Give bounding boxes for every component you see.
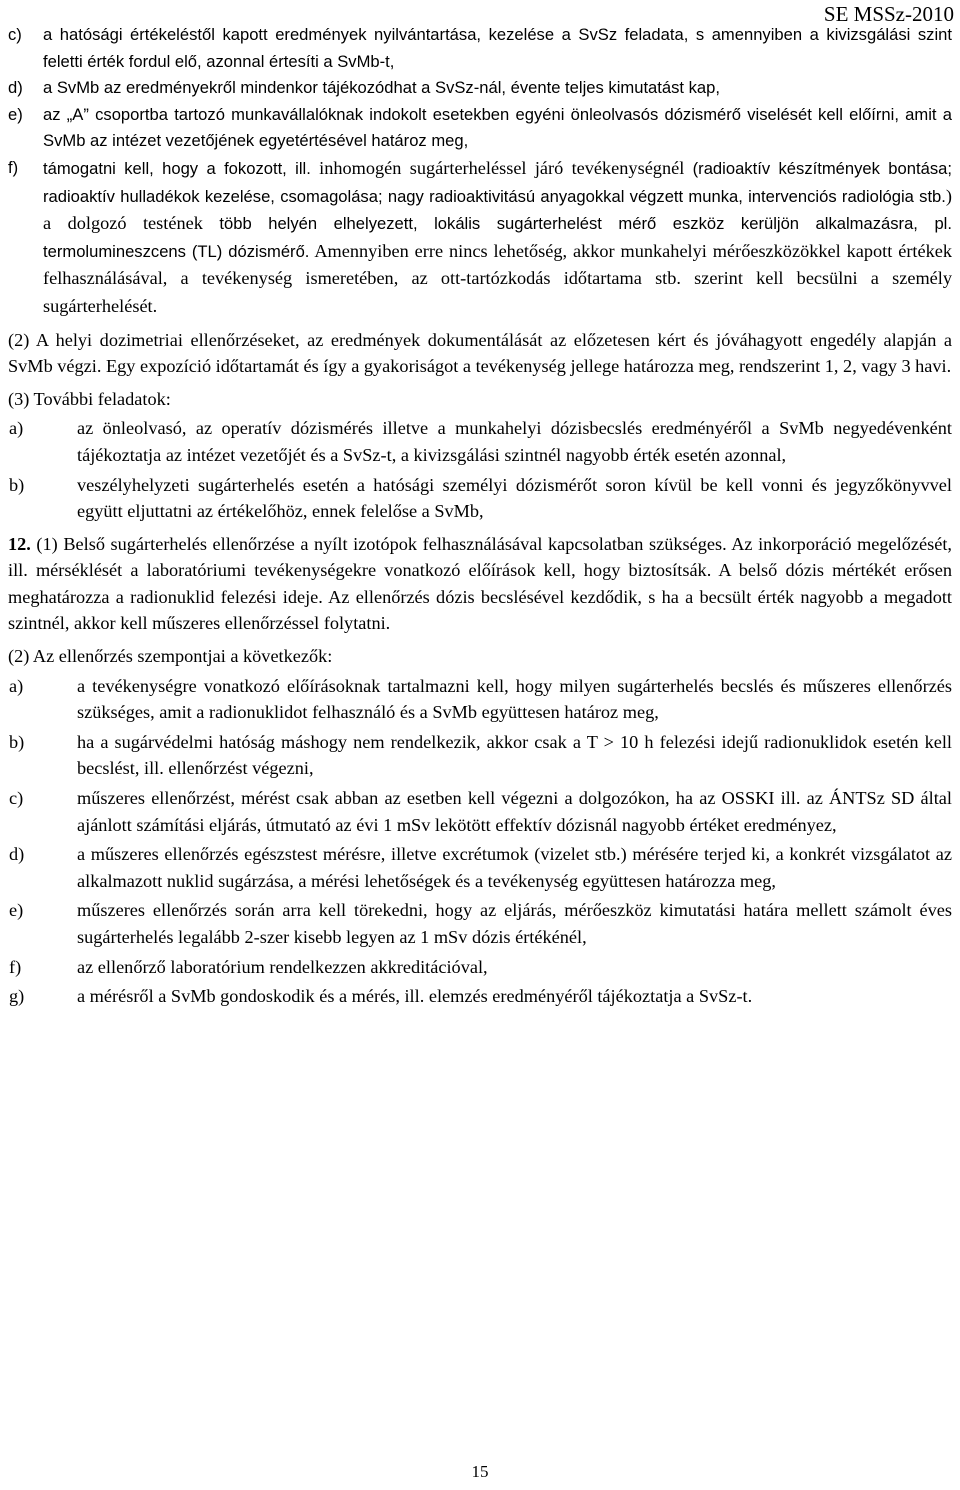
list-item [8,841,952,894]
list-item-label: f) [9,956,22,977]
list-item [8,983,952,1010]
list-item-label: a) [9,418,24,439]
list-item-text: az ellenőrző laboratórium rendelkezzen akkreditációval, [77,956,488,977]
list-item [8,155,952,321]
document-code: SE MSSz-2010 [823,2,954,26]
list-item-label: c) [9,788,24,809]
list-item-text: a műszeres ellenőrzés egészstest mérésre, illetve excrétumok (vizelet stb.) mérésére terjed ki, a konkrét vizsgálatot az alkalmazott nuklid sugárzása, a mérési lehetőségek és a tevékenység együttesen határozza meg, [77,844,952,891]
list-item-text: ha a sugárvédelmi hatóság máshogy nem rendelkezik, akkor csak a T > 10 h felezési idejű radionuklidok esetén kell becslést, ill. ellenőrzést végezni, [77,731,952,779]
text-segment: Amennyiben erre nincs lehetőség, akkor munkahelyi mérőeszközökkel kapott értékek felhasználásával, a tevékenység ismeretében, az ott-tartózkodás időtartama stb. szerint kell becsülni a személy sugárterhelését. [43,240,952,316]
list-item-label: e) [8,104,23,124]
list-item [8,785,952,838]
list-item [8,102,952,155]
list-item [8,22,952,75]
list-item [8,75,952,102]
paragraph-3-title: (3) További feladatok: [8,388,171,409]
list-item-text: a mérésről a SvMb gondoskodik és a mérés, ill. elemzés eredményéről tájékoztatja a SvSz-t. [77,986,753,1007]
list-item-label: d) [8,78,23,98]
list-item-label: g) [9,986,25,1007]
list-item [8,897,952,950]
section-number: 12. [8,533,31,554]
paragraph-2: (2) A helyi dozimetriai ellenőrzéseket, az eredmények dokumentálását az előzetesen kért és jóváhagyott engedély alapján a SvMb végzi. Egy expozíció időtartamát és így a gyakoriságot a tevékenység jellege határozza meg, rendszerint 1, 2, vagy 3 havi. [8,329,952,377]
list-item-text: az önleolvasó, az operatív dózismérés illetve a munkahelyi dózisbecslés eredményéről a SvMb negyedévenként tájékoztatja az intézet vezetőjét és a SvSz-t, a kivizsgálási szintnél nagyobb érték esetén azonnal, [77,418,952,465]
text-segment: támogatni kell, hogy a fokozott, ill. [43,158,311,178]
section-text: (1) Belső sugárterhelés ellenőrzése a nyílt izotópok felhasználásával kapcsolatban szükséges. Az inkorporáció megelőzését, ill. mérséklését a laboratóriumi tevékenységekre vonatkozó előírások kell, hogy biztosítsák. A belső dózis mértékét erősen meghatározza a radionuklid felezési ideje. Az ellenőrzés dózis becslésével kezdődik, s ha a becsült érték nagyobb a megadott szintnél, akkor kell műszeres ellenőrzéssel folytatni. [8,533,952,634]
list-item-label: a) [9,675,24,696]
list-item-label: f) [8,157,19,177]
list-item [8,472,952,525]
list-item-text: műszeres ellenőrzés során arra kell törekedni, hogy az eljárás, mérőeszköz kimutatási határa mellett számolt éves sugárterhelés legalább 2-szer kisebb legyen az 1 mSv dózis értékénél, [77,900,952,947]
page-content [8,22,952,1010]
text-segment: ) a dolgozó testének [43,185,952,234]
page-number: 15 [471,1462,489,1481]
list-item [8,415,952,468]
paragraph-12-2-title: (2) Az ellenőrzés szempontjai a következők: [8,646,333,667]
list-item-text: az „A” csoportba tartozó munkavállalóknak indokolt esetekben egyéni önleolvasós dózismérő viselését kell előírni, amit a SvMb az intézet vezetőjének egyetértésével határoz meg, [43,104,952,151]
text-segment: inhomogén sugárterheléssel járó tevékenységnél [310,157,685,178]
list-item-text: a SvMb az eredményekről mindenkor tájékozódhat a SvSz-nál, évente teljes kimutatást kap, [43,78,720,98]
list-item [8,954,952,981]
list-item-text: veszélyhelyzeti sugárterhelés esetén a hatósági személyi dózismérőt soron kívül be kell vonni és jegyzőkönyvvel együtt eljuttatni az értékelőhöz, ennek felelőse a SvMb, [77,474,952,522]
text-segment: több helyén elhelyezett, lokális sugárterhelést mérő eszköz kerüljön alkalmazásra, pl. termolumineszcens (TL) dózismérő. [43,214,952,261]
text-segment: (radioaktív készítmények bontása; radioaktív hulladékok kezelése, csomagolása; nagy radioaktivitású anyagokkal végzett munka, intervenciós radiológia stb. [43,158,952,206]
list-item-label: d) [9,844,25,865]
list-item-text [43,155,952,321]
list-item-text: a hatósági értékeléstől kapott eredmények nyilvántartása, kezelése a SvSz feladata, s amennyiben a kivizsgálási szint feletti érték fordul elő, azonnal értesíti a SvMb-t, [43,25,952,71]
list-item-label: e) [9,900,24,921]
list-item-label: b) [9,731,25,752]
list-item [8,729,952,782]
list-item-text: a tevékenységre vonatkozó előírásoknak tartalmazni kell, hogy milyen sugárterhelés becslés és műszeres ellenőrzés szükséges, amit a radionuklidot felhasználó és a SvMb együttesen határoz meg, [77,675,952,723]
list-item [8,673,952,726]
list-item-text: műszeres ellenőrzést, mérést csak abban az esetben kell végezni a dolgozókon, ha az OSSKI ill. az ÁNTSz SD által ajánlott számítási eljárás, útmutató az évi 1 mSv lekötött effektív dózisnál nagyobb értéket eredményez, [77,788,952,835]
list-item-label: c) [8,25,22,44]
section-12 [8,531,952,637]
list-item-label: b) [9,474,25,495]
